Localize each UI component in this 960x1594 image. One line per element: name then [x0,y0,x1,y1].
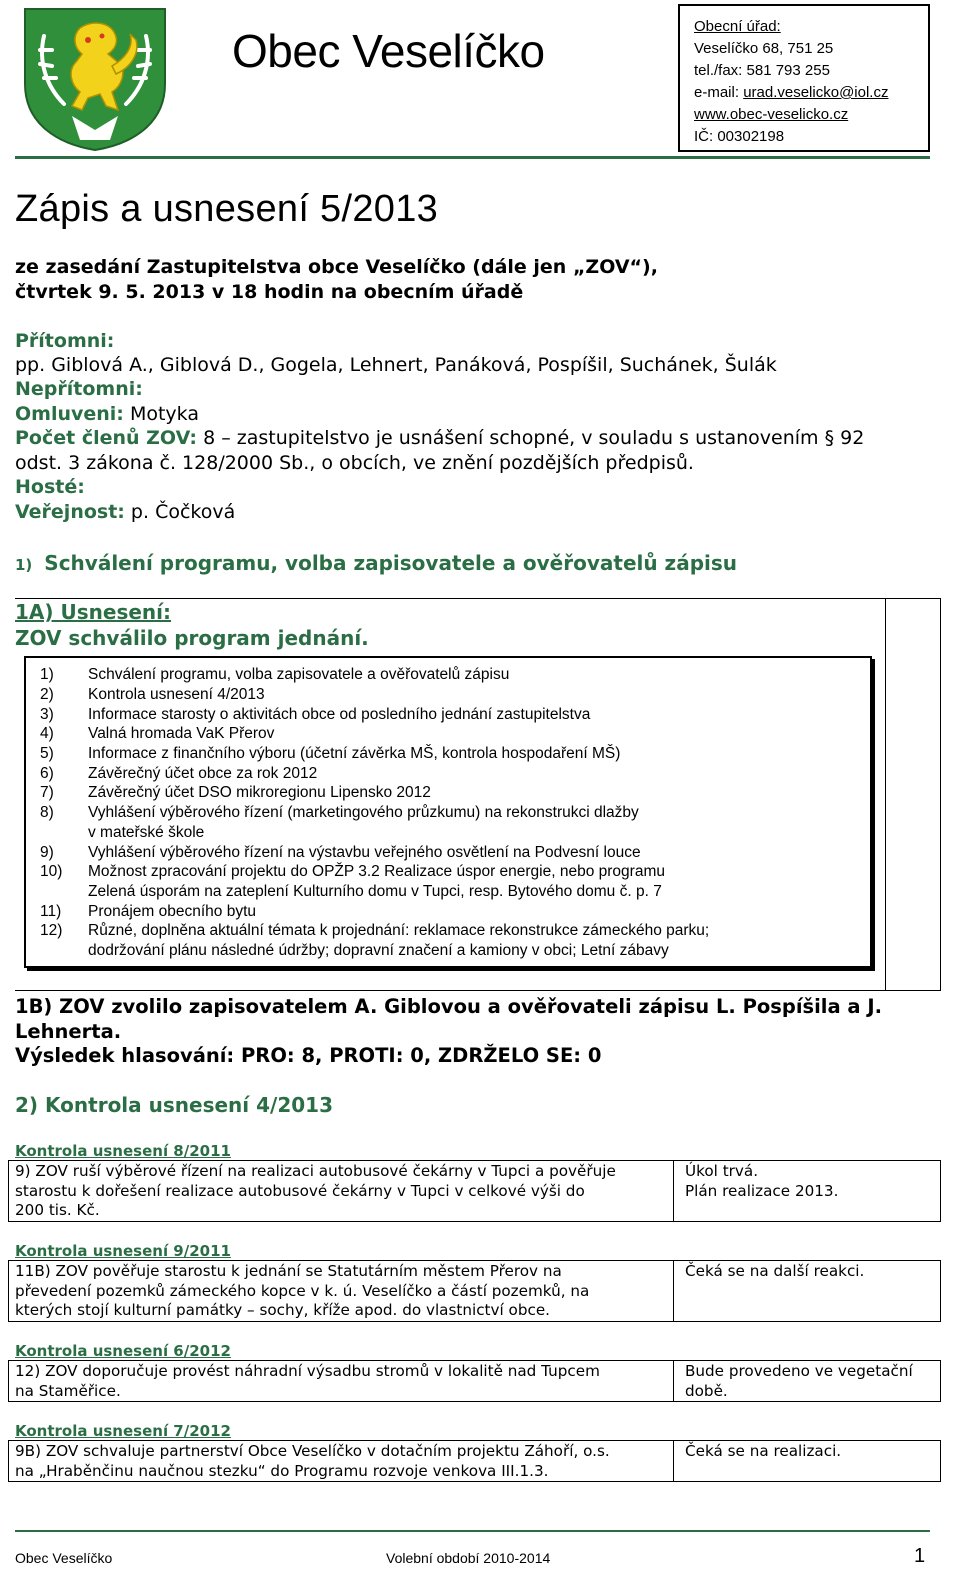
agenda-item-number: 2) [40,686,54,703]
control-table [8,1160,941,1222]
office-phone: tel./fax: 581 793 255 [694,62,830,79]
municipal-crest-icon [22,6,168,152]
control-label: Kontrola usnesení 6/2012 [15,1342,231,1360]
agenda-item [40,883,662,901]
agenda-item-text: Vyhlášení výběrového řízení (marketingového průzkumu) na rekonstrukci dlažby [88,804,639,821]
resolution-frame-top [15,598,941,599]
web-link[interactable]: www.obec-veselicko.cz [694,106,849,123]
control-column-divider [673,1361,674,1401]
office-ic: IČ: 00302198 [694,128,785,145]
agenda-item-text: Různé, doplněna aktuální témata k projednání: reklamace rekonstrukce zámeckého parku; [88,922,710,939]
vote-result: Výsledek hlasování: PRO: 8, PROTI: 0, ZDRŽELO SE: 0 [15,1044,602,1067]
agenda-item [40,765,317,783]
resolution-1a-text: ZOV schválilo program jednání. [15,626,369,650]
agenda-item [40,725,274,743]
agenda-item-number: 5) [40,745,54,762]
agenda-item [40,784,431,802]
control-resolution-line: starostu k dořešení realizace autobusové čekárny v Tupci v celkové výši do [15,1181,585,1200]
control-status-text [685,1362,937,1401]
agenda-item-number: 9) [40,844,54,861]
agenda-item-number: 12) [40,922,63,939]
control-status-text [685,1162,937,1201]
agenda-item-number: 10) [40,863,63,880]
control-column-divider [673,1261,674,1321]
member-count-text-2: odst. 3 zákona č. 128/2000 Sb., o obcích, ve znění pozdějších předpisů. [15,452,694,474]
control-label: Kontrola usnesení 8/2011 [15,1142,231,1160]
agenda-item [40,824,204,842]
agenda-item-number: 8) [40,804,54,821]
control-resolution-line: na „Hraběnčinu naučnou stezku“ do Programu rozvoje venkova III.1.3. [15,1461,549,1480]
control-resolution-line: 200 tis. Kč. [15,1201,100,1219]
agenda-item-number: 7) [40,784,54,801]
excused-label: Omluveni: [15,403,124,425]
office-address: Veselíčko 68, 751 25 [694,40,834,57]
office-title: Obecní úřad: [694,18,781,35]
agenda-item-number: 3) [40,706,54,723]
control-resolution-line: 12) ZOV doporučuje provést náhradní výsadbu stromů v lokalitě nad Tupcem [15,1362,600,1380]
agenda-item-number: 11) [40,903,62,920]
control-resolution-line: kterých stojí kulturní památky – sochy, kříže apod. do vlastnictví obce. [15,1301,550,1319]
agenda-item [40,686,265,704]
resolution-frame-inner-right [885,598,886,990]
resolution-frame-bottom [15,990,941,991]
excused-names: Motyka [123,403,199,425]
control-resolution-line: 9B) ZOV schvaluje partnerství Obce Veselíčko v dotačním projektu Záhoří, o.s. [15,1442,610,1460]
excused-line [15,403,199,425]
control-table [8,1440,941,1482]
present-list: pp. Giblová A., Giblová D., Gogela, Lehnert, Panáková, Pospíšil, Suchánek, Šulák [15,354,777,376]
footer-term: Volební období 2010-2014 [386,1550,551,1566]
agenda-item [40,666,509,684]
agenda-item-number: 4) [40,725,54,742]
public-line [15,501,235,523]
footer-divider [15,1530,930,1532]
agenda-item [40,903,256,921]
agenda-item-text: Možnost zpracování projektu do OPŽP 3.2 Realizace úspor energie, nebo programu [88,863,665,880]
town-name: Obec Veselíčko [232,25,545,77]
agenda-box [24,656,872,968]
agenda-item-text: Pronájem obecního bytu [88,903,257,920]
control-resolution-line: 9) ZOV ruší výběrové řízení na realizaci autobusové čekárny v Tupci a pověřuje [15,1162,616,1180]
office-contact-box [678,4,930,152]
office-email-line [694,82,928,104]
agenda-item-text: Valná hromada VaK Přerov [88,725,275,742]
document-title: Zápis a usnesení 5/2013 [15,188,439,230]
agenda-item-text: Informace z finančního výboru (účetní závěrka MŠ, kontrola hospodaření MŠ) [88,745,621,762]
member-count-line [15,427,864,449]
section-1-number: 1) [15,556,33,574]
control-status-line: Úkol trvá. [685,1162,759,1180]
control-status-line: Čeká se na další reakci. [685,1262,865,1280]
control-status-text [685,1262,937,1282]
control-status-text [685,1442,937,1462]
agenda-item [40,745,620,763]
control-status-line: době. [685,1381,728,1400]
header-divider [15,156,930,159]
guests-label: Hosté: [15,476,85,498]
agenda-item-text: Kontrola usnesení 4/2013 [88,686,265,703]
agenda-item-text: Vyhlášení výběrového řízení na výstavbu veřejného osvětlení na Podvesní louce [88,844,641,861]
member-count-label: Počet členů ZOV: [15,427,198,449]
footer-town: Obec Veselíčko [15,1550,113,1566]
agenda-item-number: 1) [40,666,54,683]
agenda-item-number: 6) [40,765,54,782]
document-subtitle-2: čtvrtek 9. 5. 2013 v 18 hodin na obecním úřadě [15,281,524,303]
agenda-item [40,942,669,960]
control-status-line: Bude provedeno ve vegetační [685,1362,913,1380]
agenda-item-text: Závěrečný účet obce za rok 2012 [88,765,318,782]
agenda-item [40,706,590,724]
agenda-item [40,863,665,881]
agenda-item [40,844,641,862]
resolution-1b-line-1: 1B) ZOV zvolilo zapisovatelem A. Giblovou a ověřovateli zápisu L. Pospíšila a J. [15,995,883,1018]
resolution-1a-label: 1A) Usnesení: [15,600,172,624]
control-resolution-text [15,1362,665,1401]
control-resolution-text [15,1262,665,1321]
resolution-frame-right [940,598,941,990]
control-status-line: Čeká se na realizaci. [685,1442,842,1460]
document-subtitle-1: ze zasedání Zastupitelstva obce Veselíčko (dále jen „ZOV“), [15,256,658,278]
resolution-1b-line-2: Lehnerta. [15,1020,122,1043]
control-resolution-line: převedení pozemků zámeckého kopce v k. ú. Veselíčko a částí pozemků, na [15,1281,590,1300]
page-number: 1 [914,1545,926,1567]
control-status-line: Plán realizace 2013. [685,1181,839,1200]
control-label: Kontrola usnesení 7/2012 [15,1422,231,1440]
control-resolution-text [15,1442,665,1481]
public-label: Veřejnost: [15,501,125,523]
absent-label: Nepřítomni: [15,378,143,400]
agenda-item-text: Závěrečný účet DSO mikroregionu Lipensko 2012 [88,784,431,801]
control-resolution-line: 11B) ZOV pověřuje starostu k jednání se Statutárním městem Přerov na [15,1262,562,1280]
control-table [8,1260,941,1322]
email-link[interactable]: urad.veselicko@iol.cz [743,84,889,101]
agenda-item-text: Schválení programu, volba zapisovatele a ověřovatelů zápisu [88,666,510,683]
section-1-title: Schválení programu, volba zapisovatele a ověřovatelů zápisu [44,551,738,575]
member-count-text: 8 – zastupitelstvo je usnášení schopné, v souladu s ustanovením § 92 [197,427,865,449]
section-2-heading: 2) Kontrola usnesení 4/2013 [15,1093,333,1117]
control-resolution-text [15,1162,665,1221]
public-names: p. Čočková [124,501,236,523]
agenda-item-text: dodržování plánu následné údržby; dopravní značení a kamiony v obci; Letní zábavy [88,942,669,959]
agenda-item-text: v mateřské škole [88,824,205,841]
present-label: Přítomni: [15,330,115,352]
section-1-heading [15,551,737,575]
agenda-item-text: Zelená úsporám na zateplení Kulturního domu v Tupci, resp. Bytového domu č. p. 7 [88,883,662,900]
control-column-divider [673,1161,674,1221]
control-column-divider [673,1441,674,1481]
agenda-item [40,804,639,822]
agenda-item [40,922,709,940]
control-label: Kontrola usnesení 9/2011 [15,1242,231,1260]
email-prefix: e-mail: [694,84,744,101]
agenda-item-text: Informace starosty o aktivitách obce od posledního jednání zastupitelstva [88,706,591,723]
control-table [8,1360,941,1402]
control-resolution-line: na Staměřice. [15,1381,121,1400]
